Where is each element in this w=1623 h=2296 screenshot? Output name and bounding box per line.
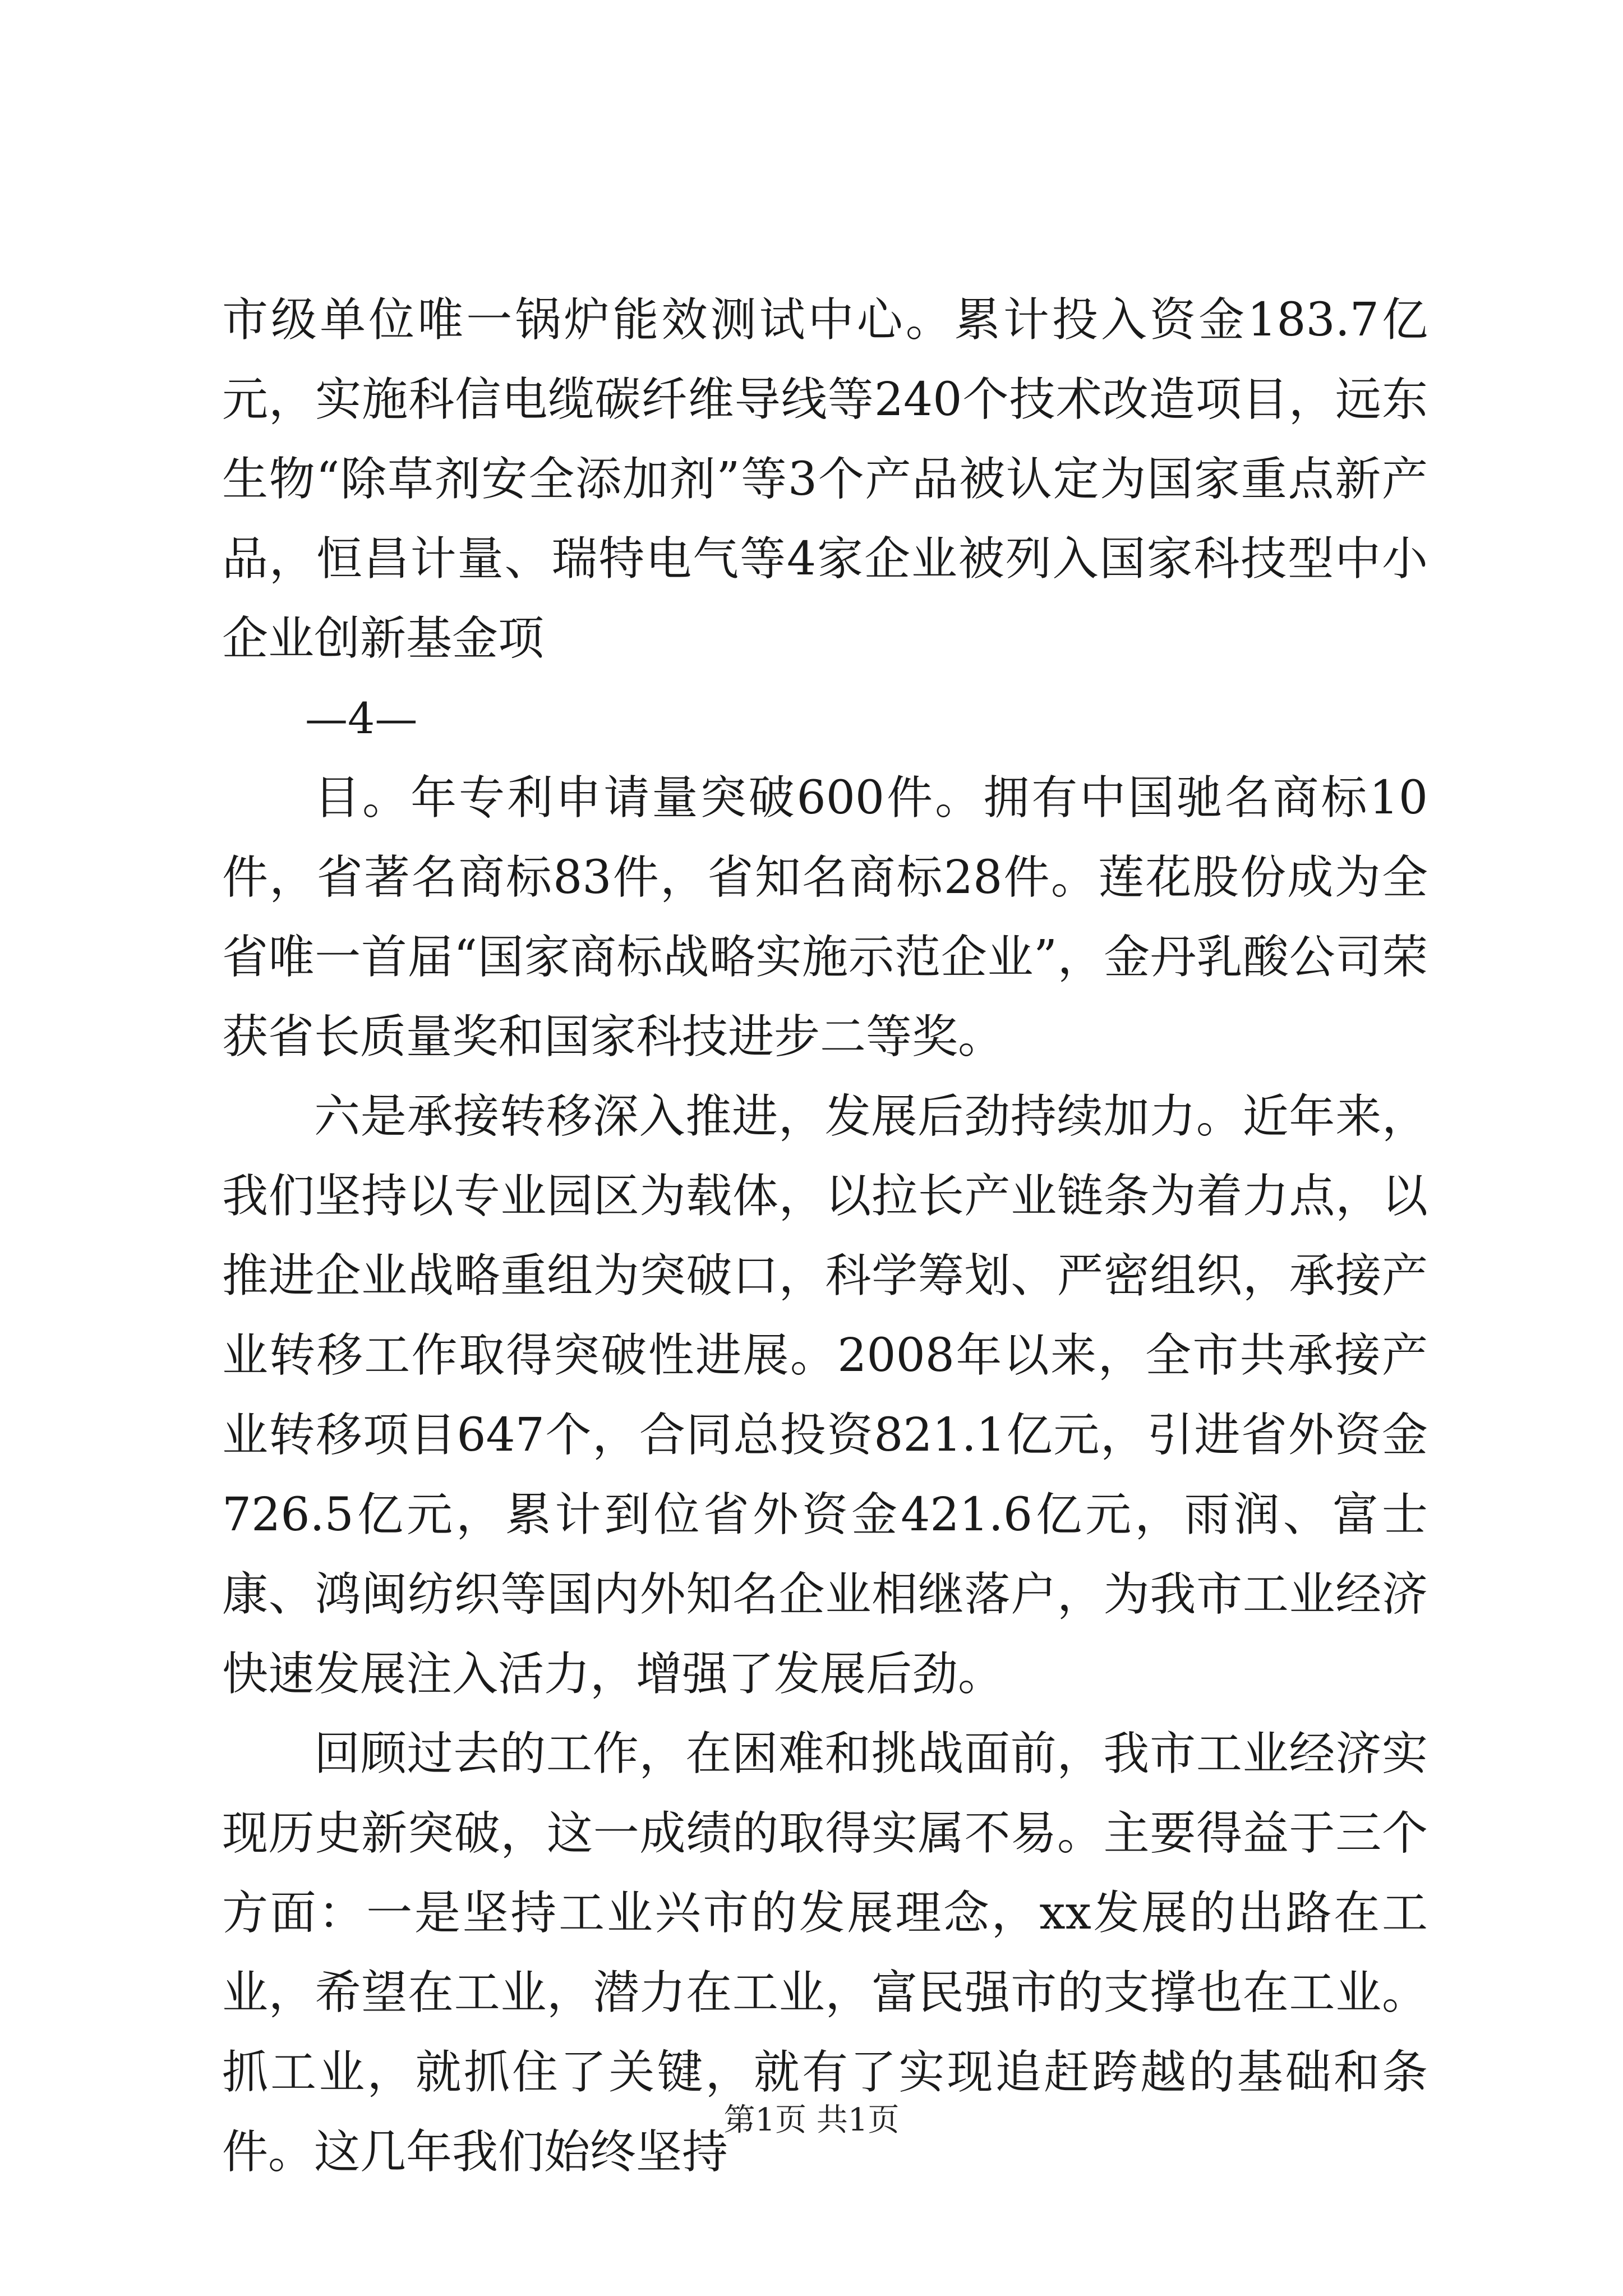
paragraph-3: 六是承接转移深入推进，发展后劲持续加力。近年来，我们坚持以专业园区为载体，以拉长产业链条为着力点，以推进企业战略重组为突破口，科学筹划、严密组织，承接产业转移工作取得突破性进展。2008年以来，全市共承接产业转移项目647个，合同总投资821.1亿元，引进省外资金726.5亿元，累计到位省外资金421.6亿元，雨润、富士康、鸿闽纺织等国内外知名企业相继落户，为我市工业经济快速发展注入活力，增强了发展后劲。 <box>222 1090 1428 1701</box>
document-body <box>222 280 1428 2192</box>
paragraph-1: 市级单位唯一锅炉能效测试中心。累计投入资金183.7亿元，实施科信电缆碳纤维导线等240个技术改造项目，远东生物“除草剂安全添加剂”等3个产品被认定为国家重点新产品，恒昌计量、瑞特电气等4家企业被列入国家科技型中小企业创新基金项 <box>222 293 1428 665</box>
page-footer: 第1页 共1页 <box>723 2102 900 2138</box>
inline-page-number: —4— <box>305 693 418 743</box>
paragraph-4: 回顾过去的工作，在困难和挑战面前，我市工业经济实现历史新突破，这一成绩的取得实属不易。主要得益于三个方面：一是坚持工业兴市的发展理念，xx发展的出路在工业，希望在工业，潜力在工业，富民强市的支撑也在工业。抓工业，就抓住了关键，就有了实现追赶跨越的基础和条件。这几年我们始终坚持 <box>222 1727 1428 2179</box>
paragraph-2: 目。年专利申请量突破600件。拥有中国驰名商标10件，省著名商标83件，省知名商标28件。莲花股份成为全省唯一首届“国家商标战略实施示范企业”，金丹乳酸公司荣获省长质量奖和国家科技进步二等奖。 <box>222 771 1428 1064</box>
